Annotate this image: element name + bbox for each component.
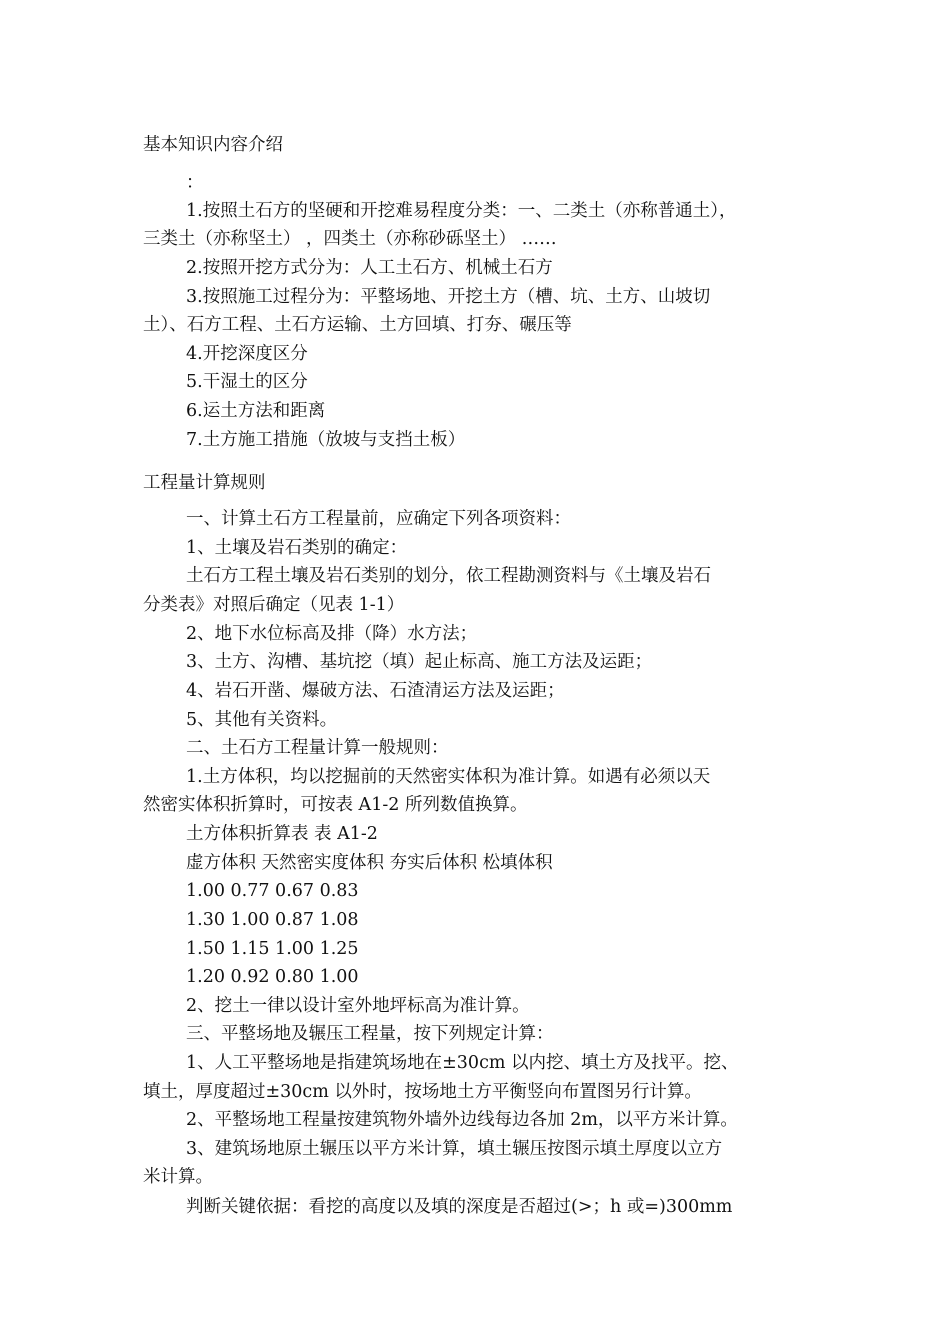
section-heading-basics: 基本知识内容介绍 [143, 135, 283, 155]
paragraph-line: 一、计算土石方工程量前，应确定下列各项资料： [186, 509, 571, 529]
paragraph-line: 1、土壤及岩石类别的确定： [186, 538, 408, 558]
paragraph-line: 米计算。 [143, 1167, 213, 1187]
table-header-row: 虚方体积 天然密实度体积 夯实后体积 松填体积 [186, 853, 553, 873]
paragraph-line: 1、人工平整场地是指建筑场地在±30cm 以内挖、填土方及找平。挖、 [186, 1053, 739, 1073]
paragraph-line: 5.干湿土的区分 [186, 372, 308, 392]
paragraph-line: 土石方工程土壤及岩石类别的划分，依工程勘测资料与《土壤及岩石 [186, 566, 711, 586]
section-heading-rules: 工程量计算规则 [143, 473, 266, 493]
table-row: 1.50 1.15 1.00 1.25 [186, 939, 359, 959]
paragraph-line: 1.土方体积，均以挖掘前的天然密实体积为准计算。如遇有必须以天 [186, 767, 711, 787]
paragraph-line: 三类土（亦称坚土） ，四类土（亦称砂砾坚土） …… [143, 229, 557, 249]
paragraph-line: 然密实体积折算时，可按表 A1-2 所列数值换算。 [143, 795, 528, 815]
paragraph-line: 1.按照土石方的坚硬和开挖难易程度分类：一、二类土（亦称普通土）， [186, 201, 737, 221]
paragraph-line: 土）、石方工程、土石方运输、土方回填、打夯、碾压等 [143, 315, 572, 335]
paragraph-line: 6.运土方法和距离 [186, 401, 326, 421]
paragraph-line: 3、土方、沟槽、基坑挖（填）起止标高、施工方法及运距； [186, 652, 653, 672]
paragraph-line: 4、岩石开凿、爆破方法、石渣清运方法及运距； [186, 681, 565, 701]
paragraph-line: 2、挖土一律以设计室外地坪标高为准计算。 [186, 996, 530, 1016]
paragraph-line: 二、土石方工程量计算一般规则： [186, 738, 449, 758]
table-row: 1.30 1.00 0.87 1.08 [186, 910, 359, 930]
paragraph-line: 3、建筑场地原土辗压以平方米计算，填土辗压按图示填土厚度以立方 [186, 1139, 723, 1159]
paragraph-line: 7.土方施工措施（放坡与支挡土板） [186, 430, 466, 450]
paragraph-line: 3.按照施工过程分为：平整场地、开挖土方（槽、坑、土方、山坡切 [186, 287, 711, 307]
paragraph-line: 填土，厚度超过±30cm 以外时，按场地土方平衡竖向布置图另行计算。 [143, 1082, 702, 1102]
table-row: 1.00 0.77 0.67 0.83 [186, 881, 359, 901]
table-row: 1.20 0.92 0.80 1.00 [186, 967, 359, 987]
colon-line: ： [186, 173, 204, 193]
paragraph-line: 2、平整场地工程量按建筑物外墙外边线每边各加 2m，以平方米计算。 [186, 1110, 738, 1130]
paragraph-line: 判断关键依据：看挖的高度以及填的深度是否超过(>；h 或=)300mm [186, 1197, 733, 1217]
table-caption: 土方体积折算表 表 A1-2 [186, 824, 378, 844]
paragraph-line: 分类表》对照后确定（见表 1-1） [143, 595, 405, 615]
paragraph-line: 2、地下水位标高及排（降）水方法； [186, 624, 478, 644]
paragraph-line: 2.按照开挖方式分为：人工土石方、机械土石方 [186, 258, 553, 278]
paragraph-line: 5、其他有关资料。 [186, 710, 338, 730]
paragraph-line: 4.开挖深度区分 [186, 344, 308, 364]
paragraph-line: 三、平整场地及辗压工程量，按下列规定计算： [186, 1024, 554, 1044]
